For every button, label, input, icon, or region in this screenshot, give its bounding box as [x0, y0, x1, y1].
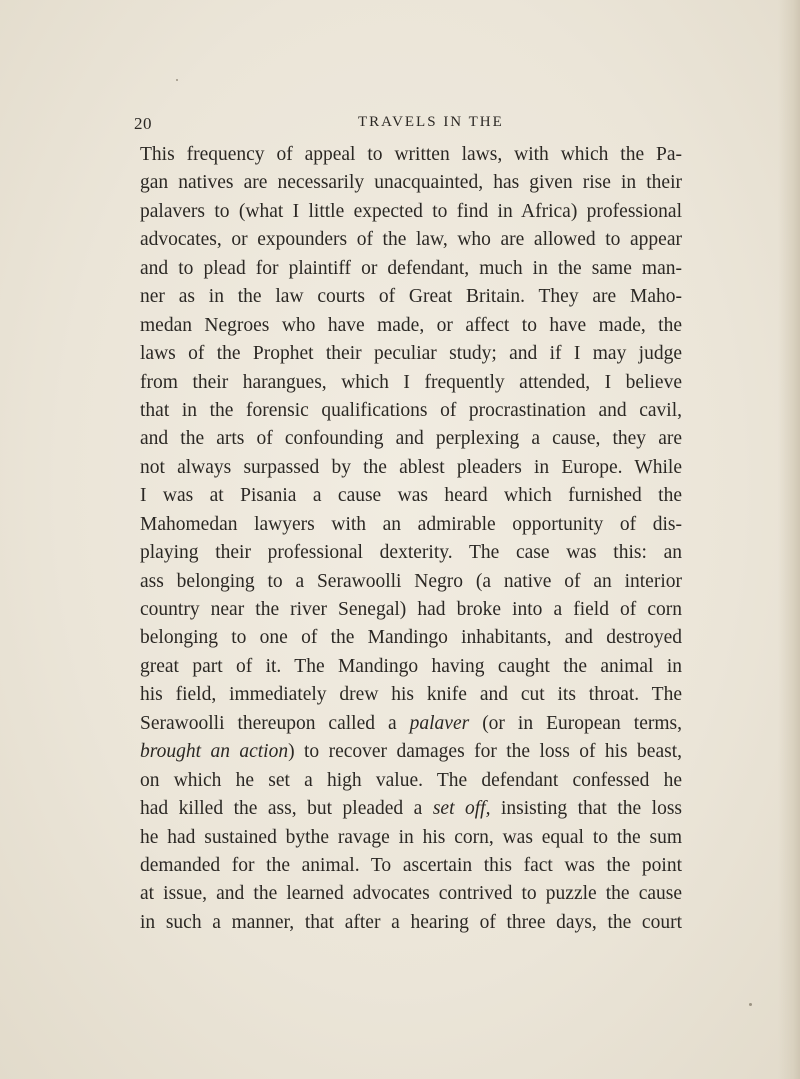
text-line-13: I was at Pisania a cause was heard which furnished the: [140, 485, 682, 507]
italic-term-palaver: palaver: [409, 712, 470, 734]
text-line-6: ner as in the law courts of Great Britain. They are Maho-: [140, 286, 682, 308]
text-line-26: demanded for the animal. To ascertain this fact was the point: [140, 854, 682, 876]
italic-term-set-off: set off,: [432, 798, 491, 820]
text-line-4: advocates, or expounders of the law, who are allowed to appear: [140, 229, 682, 251]
text-line-24: had killed the ass, but pleaded a set off, insisting that the loss: [140, 798, 682, 820]
text-line-14: Mahomedan lawyers with an admirable opportunity of dis-: [140, 513, 682, 535]
text-line-9: from their harangues, which I frequently attended, I believe: [140, 371, 682, 393]
text-line-28: in such a manner, that after a hearing of three days, the court: [140, 911, 682, 933]
text-line-5: and to plead for plaintiff or defendant, much in the same man-: [140, 257, 682, 279]
text-line-15: playing their professional dexterity. The case was this: an: [140, 542, 682, 564]
text-line-16: ass belonging to a Serawoolli Negro (a native of an interior: [140, 570, 682, 592]
italic-term-brought-an-action: brought an action: [140, 741, 289, 763]
paper-speck: [749, 1003, 752, 1006]
page-number: 20: [134, 114, 152, 133]
text-line-2: gan natives are necessarily unacquainted, has given rise in their: [140, 172, 682, 194]
text-line-3: palavers to (what I little expected to find in Africa) professional: [140, 200, 682, 222]
page-edge-shadow: [778, 0, 800, 1079]
text-line-21: Serawoolli thereupon called a palaver (or in European terms,: [140, 712, 682, 734]
text-line-27: at issue, and the learned advocates contrived to puzzle the cause: [140, 883, 682, 905]
text-line-12: not always surpassed by the ablest pleaders in Europe. While: [140, 456, 682, 478]
text-line-7: medan Negroes who have made, or affect to have made, the: [140, 314, 682, 336]
text-line-20: his field, immediately drew his knife and cut its throat. The: [140, 684, 682, 706]
paper-speck: [176, 79, 178, 81]
text-line-1: This frequency of appeal to written laws, with which the Pa-: [140, 144, 682, 165]
text-line-25: he had sustained bythe ravage in his corn, was equal to the sum: [140, 826, 682, 848]
text-line-18: belonging to one of the Mandingo inhabitants, and destroyed: [140, 627, 682, 649]
text-line-17: country near the river Senegal) had broke into a field of corn: [140, 599, 682, 620]
text-line-22: brought an action) to recover damages for the loss of his beast,: [140, 741, 682, 763]
page-header: [134, 114, 674, 136]
text-line-8: laws of the Prophet their peculiar study; and if I may judge: [140, 343, 682, 365]
text-line-10: that in the forensic qualifications of procrastination and cavil,: [140, 399, 682, 421]
body-text: [140, 141, 682, 937]
running-head: TRAVELS IN THE: [358, 114, 504, 130]
text-line-19: great part of it. The Mandingo having caught the animal in: [140, 655, 682, 677]
text-line-23: on which he set a high value. The defendant confessed he: [140, 769, 682, 791]
text-line-11: and the arts of confounding and perplexing a cause, they are: [140, 428, 682, 450]
